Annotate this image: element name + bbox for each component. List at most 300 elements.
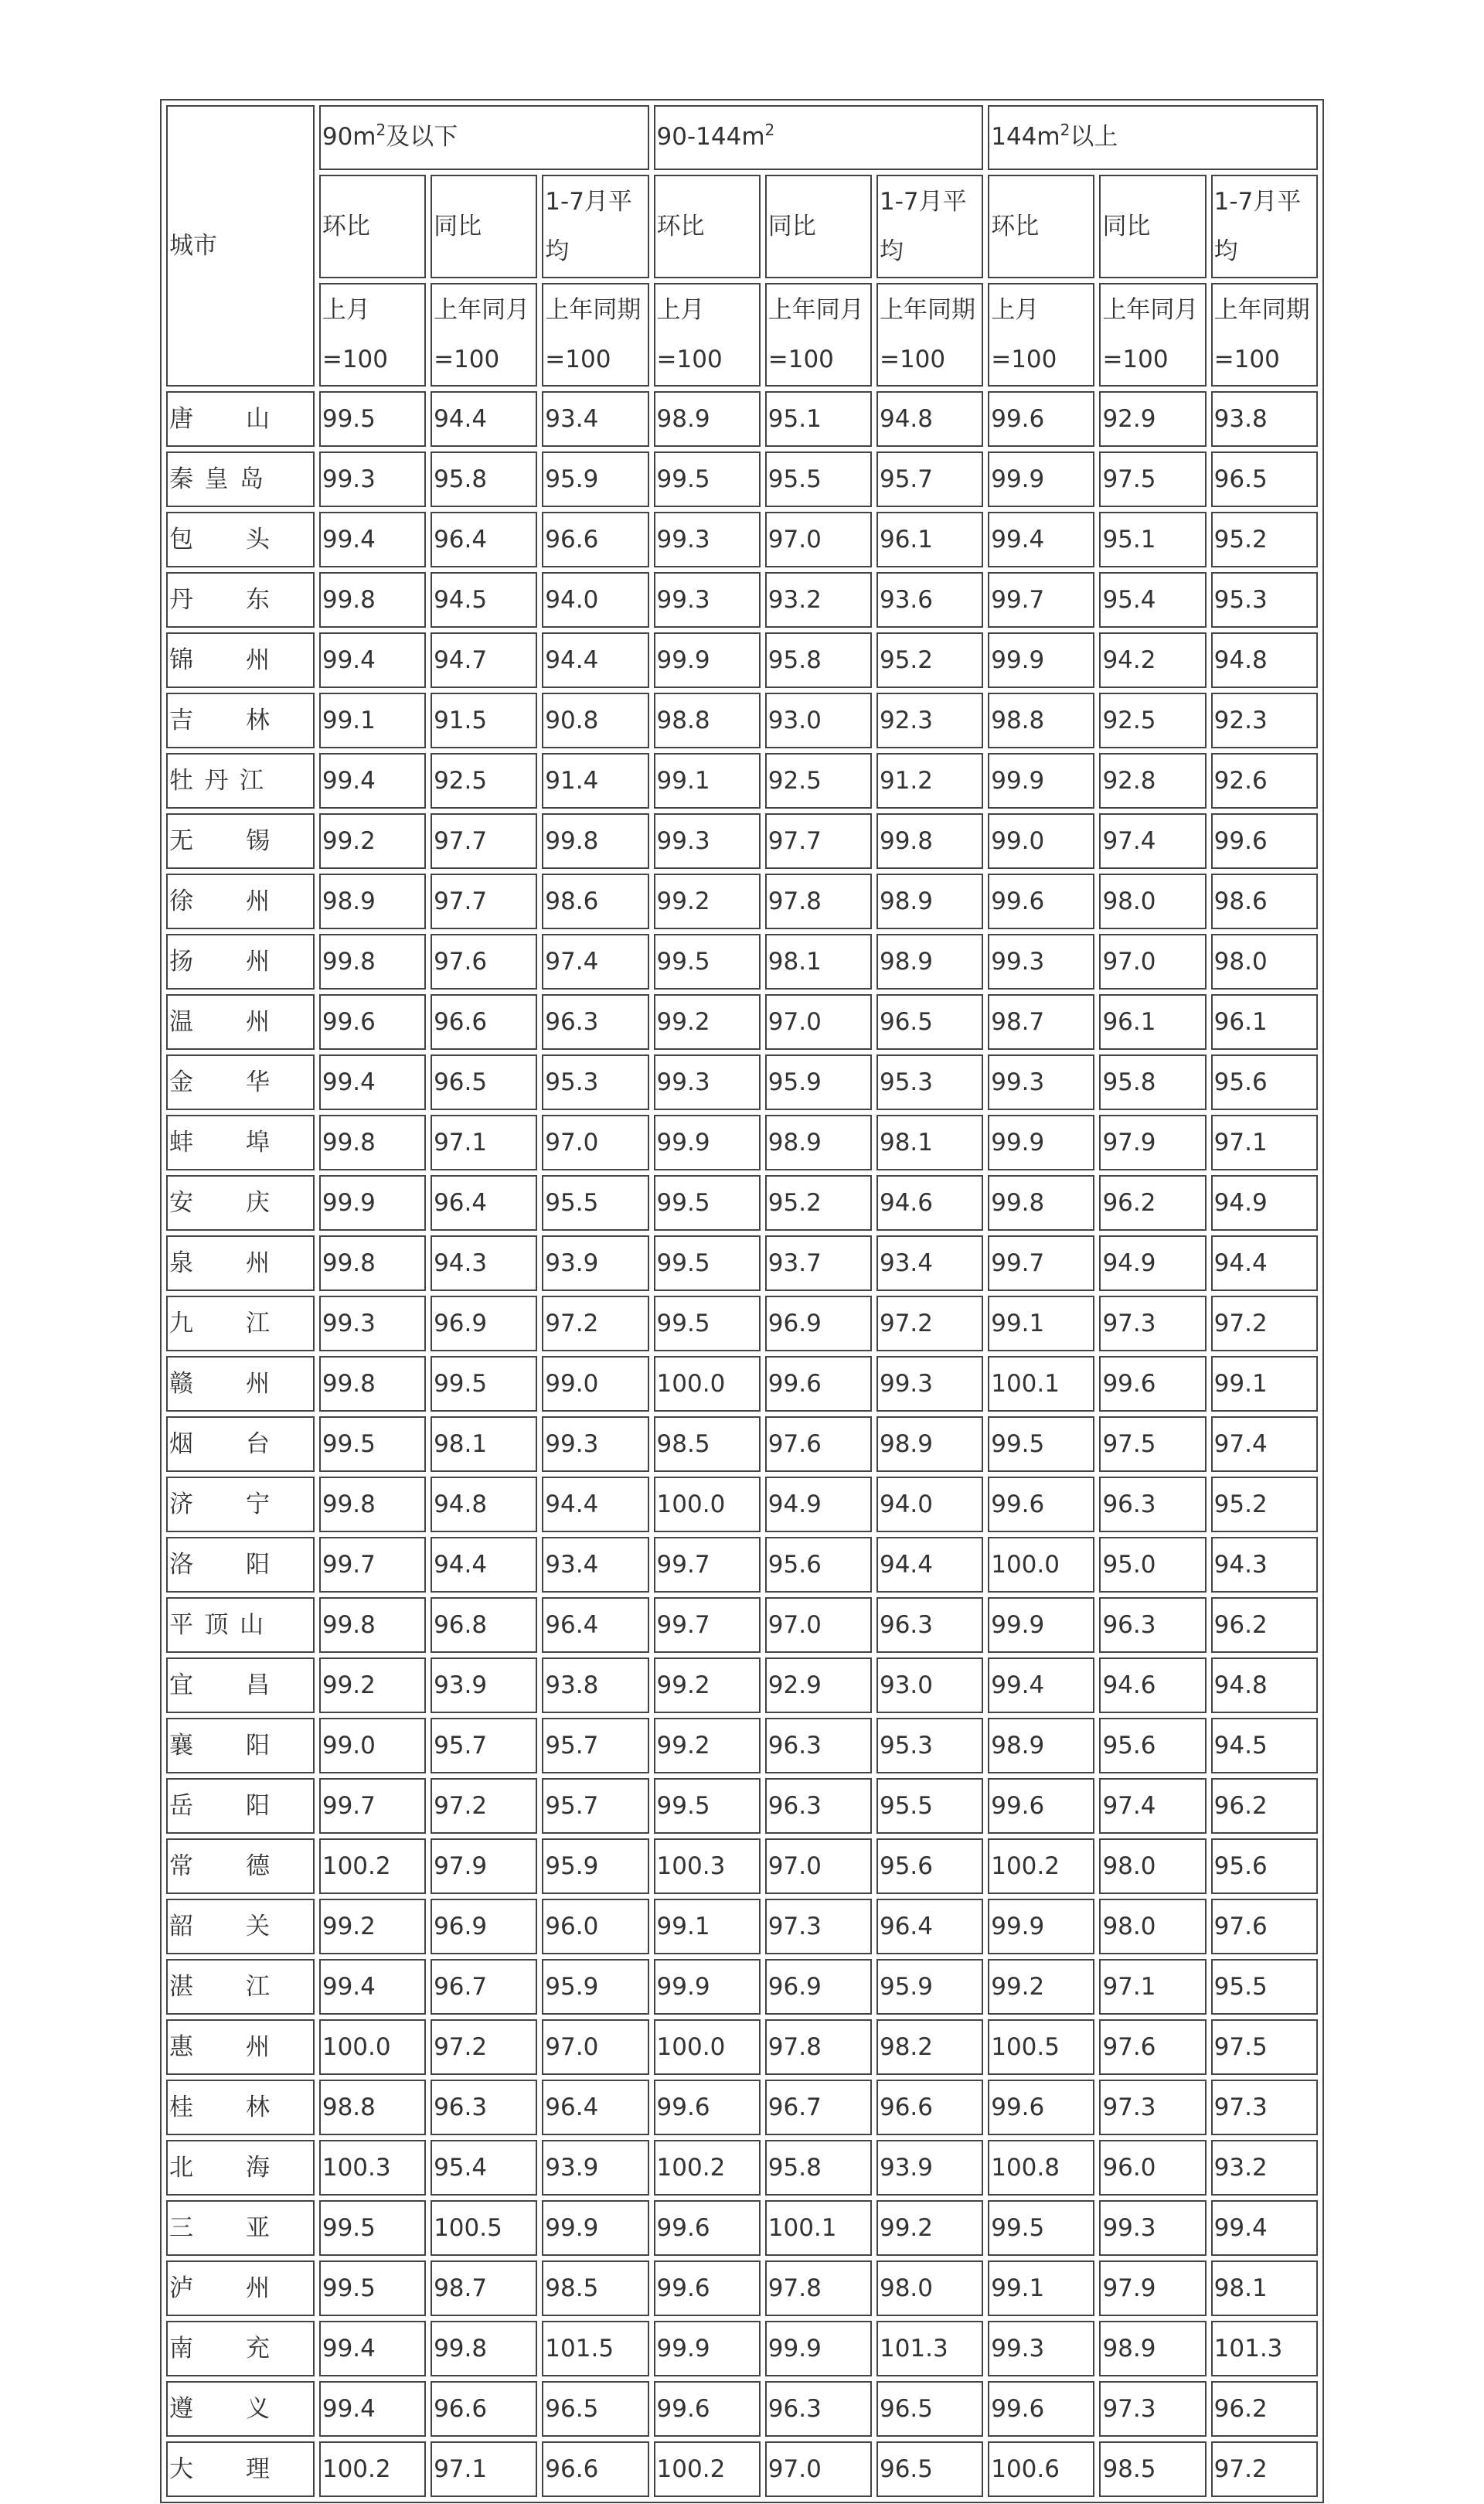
city-name [169,756,264,806]
index-value-cell: 99.4 [319,512,426,567]
table-row [166,632,1318,688]
index-value-cell: 99.8 [319,1477,426,1532]
index-value-cell: 96.2 [1211,2381,1318,2437]
city-name-char: 皇 [204,465,229,493]
baseline-header: 上月=100 [654,283,761,387]
city-name [169,2203,270,2253]
index-value-cell: 99.7 [654,1597,761,1653]
city-name-char: 州 [246,887,270,915]
city-name [169,2022,270,2072]
city-name-char: 东 [246,586,270,614]
index-value-cell: 92.5 [431,753,537,809]
index-value-cell: 96.2 [1099,1175,1206,1231]
index-value-cell: 95.7 [542,1718,648,1773]
comparison-header: 同比 [1099,175,1206,278]
index-value-cell: 93.2 [765,572,872,628]
index-value-cell: 98.9 [1099,2321,1206,2376]
city-cell [166,693,315,748]
city-name [169,1238,270,1288]
city-cell [166,1175,315,1231]
index-value-cell: 95.8 [765,632,872,688]
index-value-cell: 98.0 [1099,1838,1206,1894]
index-value-cell: 99.1 [1211,1356,1318,1412]
header-row-baselines [166,283,1318,387]
index-value-cell: 92.9 [1099,391,1206,447]
index-value-cell: 99.2 [319,1899,426,1954]
index-value-cell: 94.9 [1211,1175,1318,1231]
index-value-cell: 97.4 [1099,1778,1206,1834]
index-value-cell: 99.4 [319,1959,426,2015]
city-name-char: 理 [246,2455,270,2483]
index-value-cell: 99.4 [319,1054,426,1110]
index-value-cell: 96.1 [876,512,983,567]
index-value-cell: 99.6 [988,1477,1094,1532]
city-name [169,1841,270,1891]
index-value-cell: 95.3 [1211,572,1318,628]
city-name-char: 济 [169,1490,193,1518]
index-value-cell: 99.5 [319,2200,426,2256]
city-name-char: 宁 [246,1490,270,1518]
city-cell [166,1959,315,2015]
size-group-header-medium [654,105,984,170]
city-name-char: 庆 [246,1189,270,1217]
index-value-cell: 97.7 [765,813,872,869]
table-row [166,1778,1318,1834]
index-value-cell: 99.8 [319,934,426,990]
city-name-char: 江 [246,1973,270,2001]
city-name-char: 宜 [169,1671,193,1699]
index-value-cell: 98.0 [1099,1899,1206,1954]
table-row [166,1718,1318,1773]
index-value-cell: 98.9 [876,934,983,990]
city-name-char: 唐 [169,405,193,433]
city-name-char: 充 [246,2335,270,2363]
index-value-cell: 95.9 [542,1959,648,2015]
city-name-char: 阳 [246,1551,270,1579]
index-value-cell: 97.1 [1211,1115,1318,1170]
index-value-cell: 93.8 [1211,391,1318,447]
city-name-char: 头 [246,526,270,554]
city-name [169,2444,270,2494]
city-name-char: 德 [246,1852,270,1880]
table-row [166,2260,1318,2316]
baseline-header: 上年同月=100 [765,283,872,387]
table-row [166,1838,1318,1894]
index-value-cell: 99.2 [654,1657,761,1713]
index-value-cell: 99.3 [319,1296,426,1351]
city-name-char: 海 [246,2154,270,2182]
city-name [169,575,270,625]
index-value-cell: 99.3 [654,813,761,869]
index-value-cell: 98.9 [876,874,983,929]
index-value-cell: 99.6 [988,1778,1094,1834]
city-name-char: 山 [246,405,270,433]
index-value-cell: 99.3 [319,451,426,507]
index-value-cell: 98.9 [988,1718,1094,1773]
index-value-cell: 97.2 [542,1296,648,1351]
city-name-char: 丹 [204,767,229,795]
city-cell [166,1115,315,1170]
index-value-cell: 94.0 [542,572,648,628]
city-name-char: 锡 [246,827,270,855]
index-value-cell: 99.4 [319,753,426,809]
index-value-cell: 100.2 [988,1838,1094,1894]
city-name-char: 林 [246,2093,270,2121]
index-value-cell: 97.3 [1099,2381,1206,2437]
index-value-cell: 100.0 [654,1477,761,1532]
index-value-cell: 95.8 [1099,1054,1206,1110]
index-value-cell: 92.8 [1099,753,1206,809]
index-value-cell: 96.3 [876,1597,983,1653]
index-value-cell: 97.9 [431,1838,537,1894]
index-value-cell: 100.3 [654,1838,761,1894]
city-name-char: 九 [169,1310,193,1337]
index-value-cell: 98.9 [876,1416,983,1472]
index-value-cell: 98.5 [654,1416,761,1472]
city-name [169,1600,264,1650]
index-value-cell: 96.0 [542,1899,648,1954]
table-row [166,451,1318,507]
index-value-cell: 94.8 [876,391,983,447]
city-name [169,1058,270,1107]
index-value-cell: 95.6 [1211,1838,1318,1894]
city-cell [166,1597,315,1653]
city-name [169,455,264,504]
index-value-cell: 96.9 [765,1959,872,2015]
city-name-char: 吉 [169,707,193,734]
city-name [169,816,270,866]
table-row [166,1597,1318,1653]
index-value-cell: 93.0 [876,1657,983,1713]
index-value-cell: 99.5 [319,2260,426,2316]
city-name-char: 平 [169,1611,193,1639]
index-value-cell: 99.6 [654,2260,761,2316]
city-cell [166,1235,315,1291]
index-value-cell: 100.1 [765,2200,872,2256]
index-value-cell: 99.9 [988,1115,1094,1170]
table-row [166,2080,1318,2135]
index-value-cell: 97.7 [431,874,537,929]
city-name [169,877,270,926]
city-name-char: 扬 [169,948,193,976]
index-value-cell: 94.6 [876,1175,983,1231]
city-name [169,937,270,986]
index-value-cell: 99.7 [319,1537,426,1593]
index-value-cell: 99.5 [431,1356,537,1412]
city-name-char: 桂 [169,2093,193,2121]
index-value-cell: 99.6 [988,391,1094,447]
index-value-cell: 98.7 [988,994,1094,1050]
city-name [169,1962,270,2012]
index-value-cell: 97.4 [542,934,648,990]
city-cell [166,934,315,990]
index-value-cell: 99.8 [319,1597,426,1653]
comparison-header: 环比 [654,175,761,278]
index-value-cell: 99.6 [988,2080,1094,2135]
city-name [169,1781,270,1831]
city-name-char: 泸 [169,2274,193,2302]
table-row [166,1537,1318,1593]
index-value-cell: 96.3 [542,994,648,1050]
city-cell [166,2260,315,2316]
city-name-char: 山 [240,1611,264,1639]
city-name-char: 州 [246,1370,270,1398]
city-name-char: 州 [246,1249,270,1277]
index-value-cell: 97.4 [1211,1416,1318,1472]
index-value-cell: 95.7 [876,451,983,507]
index-value-cell: 97.6 [765,1416,872,1472]
index-value-cell: 96.5 [876,2441,983,2497]
index-value-cell: 99.0 [319,1718,426,1773]
index-value-cell: 94.6 [1099,1657,1206,1713]
table-row [166,813,1318,869]
index-value-cell: 99.3 [654,1054,761,1110]
index-value-cell: 95.8 [765,2140,872,2196]
index-value-cell: 92.5 [1099,693,1206,748]
index-value-cell: 91.4 [542,753,648,809]
index-value-cell: 96.5 [876,994,983,1050]
index-value-cell: 98.1 [876,1115,983,1170]
index-value-cell: 93.4 [876,1235,983,1291]
baseline-header: 上月=100 [988,283,1094,387]
baseline-header: 上年同期=100 [542,283,648,387]
index-value-cell: 99.9 [988,632,1094,688]
comparison-header: 1-7月平均 [542,175,648,278]
index-value-cell: 99.4 [319,2321,426,2376]
city-cell [166,1296,315,1351]
index-value-cell: 96.4 [542,1597,648,1653]
index-value-cell: 93.4 [542,1537,648,1593]
index-value-cell: 98.0 [876,2260,983,2316]
city-name-char: 关 [246,1913,270,1940]
index-value-cell: 99.5 [654,1235,761,1291]
city-name-char: 岛 [240,465,264,493]
index-value-cell: 93.0 [765,693,872,748]
city-name-char: 林 [246,707,270,734]
group-header-text: 144m [991,122,1060,151]
table-row [166,1657,1318,1713]
index-value-cell: 96.2 [1211,1778,1318,1834]
index-value-cell: 94.4 [542,632,648,688]
index-value-cell: 100.0 [319,2019,426,2075]
index-value-cell: 94.4 [1211,1235,1318,1291]
index-value-cell: 99.9 [654,1115,761,1170]
city-name-char: 阳 [246,1732,270,1760]
index-value-cell: 99.1 [988,2260,1094,2316]
index-value-cell: 99.5 [654,1296,761,1351]
index-value-cell: 96.4 [542,2080,648,2135]
index-value-cell: 96.3 [1099,1597,1206,1653]
index-value-cell: 96.6 [542,2441,648,2497]
city-cell [166,1899,315,1954]
comparison-header: 同比 [765,175,872,278]
index-value-cell: 99.2 [654,994,761,1050]
index-value-cell: 94.3 [431,1235,537,1291]
index-value-cell: 95.6 [876,1838,983,1894]
city-name-char: 徐 [169,887,193,915]
city-cell [166,1356,315,1412]
index-value-cell: 99.6 [319,994,426,1050]
group-header-suffix: 及以下 [386,122,458,151]
index-value-cell: 99.8 [319,1235,426,1291]
index-value-cell: 99.1 [988,1296,1094,1351]
index-value-cell: 96.4 [431,1175,537,1231]
baseline-header: 上年同月=100 [431,283,537,387]
table-row [166,1054,1318,1110]
index-value-cell: 99.7 [319,1778,426,1834]
table-row [166,2321,1318,2376]
city-name-char: 南 [169,2335,193,2363]
index-value-cell: 95.8 [431,451,537,507]
comparison-header: 1-7月平均 [1211,175,1318,278]
index-value-cell: 99.2 [876,2200,983,2256]
city-name-char: 蚌 [169,1129,193,1157]
comparison-header: 同比 [431,175,537,278]
index-value-cell: 98.9 [654,391,761,447]
city-name-char: 常 [169,1852,193,1880]
city-name-char: 三 [169,2214,193,2242]
index-value-cell: 100.0 [654,2019,761,2075]
index-value-cell: 98.8 [654,693,761,748]
index-value-cell: 101.3 [876,2321,983,2376]
city-name-char: 遵 [169,2395,193,2423]
index-value-cell: 93.9 [542,2140,648,2196]
index-value-cell: 93.6 [876,572,983,628]
index-value-cell: 97.6 [431,934,537,990]
table-row [166,1477,1318,1532]
city-name-char: 昌 [246,1671,270,1699]
city-cell [166,2321,315,2376]
index-value-cell: 99.0 [988,813,1094,869]
city-name-char: 岳 [169,1792,193,1820]
index-value-cell: 97.3 [1099,2080,1206,2135]
index-value-cell: 99.5 [319,1416,426,1472]
index-value-cell: 98.1 [765,934,872,990]
city-cell [166,572,315,628]
index-value-cell: 99.7 [988,572,1094,628]
index-value-cell: 99.6 [1211,813,1318,869]
city-cell [166,512,315,567]
city-name-char: 惠 [169,2033,193,2061]
index-value-cell: 91.5 [431,693,537,748]
index-value-cell: 100.5 [431,2200,537,2256]
index-value-cell: 98.9 [319,874,426,929]
index-value-cell: 96.6 [876,2080,983,2135]
index-value-cell: 99.8 [319,1356,426,1412]
index-value-cell: 97.0 [542,1115,648,1170]
city-name [169,696,270,745]
index-value-cell: 99.9 [654,1959,761,2015]
city-name-char: 温 [169,1008,193,1036]
table-row [166,1356,1318,1412]
index-value-cell: 95.5 [765,451,872,507]
city-name [169,2324,270,2373]
index-value-cell: 92.9 [765,1657,872,1713]
table-row [166,2441,1318,2497]
index-value-cell: 98.0 [1211,934,1318,990]
city-cell [166,813,315,869]
city-cell [166,632,315,688]
index-value-cell: 95.5 [1211,1959,1318,2015]
index-value-cell: 92.6 [1211,753,1318,809]
baseline-header: 上年同月=100 [1099,283,1206,387]
index-value-cell: 98.5 [1099,2441,1206,2497]
index-value-cell: 91.2 [876,753,983,809]
city-name-char: 大 [169,2455,193,2483]
city-name [169,2384,270,2434]
table-row [166,1416,1318,1472]
index-value-cell: 95.4 [1099,572,1206,628]
index-value-cell: 94.5 [431,572,537,628]
group-header-sup: 2 [376,120,386,139]
index-value-cell: 97.2 [876,1296,983,1351]
city-name-char: 阳 [246,1792,270,1820]
index-value-cell: 96.6 [431,2381,537,2437]
table-row [166,1899,1318,1954]
index-value-cell: 97.0 [765,1597,872,1653]
index-value-cell: 99.9 [542,2200,648,2256]
index-value-cell: 99.3 [654,572,761,628]
city-cell [166,2140,315,2196]
index-value-cell: 97.2 [1211,1296,1318,1351]
city-name-char: 金 [169,1068,193,1096]
index-value-cell: 95.3 [542,1054,648,1110]
index-value-cell: 101.3 [1211,2321,1318,2376]
size-group-header-large [988,105,1318,170]
city-cell [166,2019,315,2075]
index-value-cell: 99.1 [654,1899,761,1954]
index-value-cell: 99.6 [654,2080,761,2135]
city-name [169,1359,270,1409]
index-value-cell: 99.8 [988,1175,1094,1231]
city-name [169,1118,270,1167]
index-value-cell: 100.5 [988,2019,1094,2075]
table-row [166,753,1318,809]
index-value-cell: 100.1 [988,1356,1094,1412]
index-value-cell: 95.6 [765,1537,872,1593]
index-value-cell: 96.4 [431,512,537,567]
index-value-cell: 96.3 [431,2080,537,2135]
city-cell [166,2441,315,2497]
city-name [169,1902,270,1951]
index-value-cell: 94.7 [431,632,537,688]
index-value-cell: 97.8 [765,2260,872,2316]
index-value-cell: 98.6 [1211,874,1318,929]
index-value-cell: 94.2 [1099,632,1206,688]
index-value-cell: 95.2 [765,1175,872,1231]
city-name [169,2143,270,2192]
city-name-char: 华 [246,1068,270,1096]
table-row [166,2019,1318,2075]
index-value-cell: 97.4 [1099,813,1206,869]
index-value-cell: 98.5 [542,2260,648,2316]
table-row [166,1959,1318,2015]
index-value-cell: 99.3 [988,934,1094,990]
index-value-cell: 95.9 [876,1959,983,2015]
table-row [166,1235,1318,1291]
index-value-cell: 94.9 [765,1477,872,1532]
index-value-cell: 95.3 [876,1054,983,1110]
city-cell [166,451,315,507]
index-value-cell: 98.8 [988,693,1094,748]
index-value-cell: 97.0 [765,994,872,1050]
index-value-cell: 99.4 [319,632,426,688]
index-value-cell: 96.9 [431,1899,537,1954]
city-name [169,1661,270,1710]
index-value-cell: 97.8 [765,2019,872,2075]
group-header-text: 90-144m [656,122,765,151]
index-value-cell: 94.5 [1211,1718,1318,1773]
